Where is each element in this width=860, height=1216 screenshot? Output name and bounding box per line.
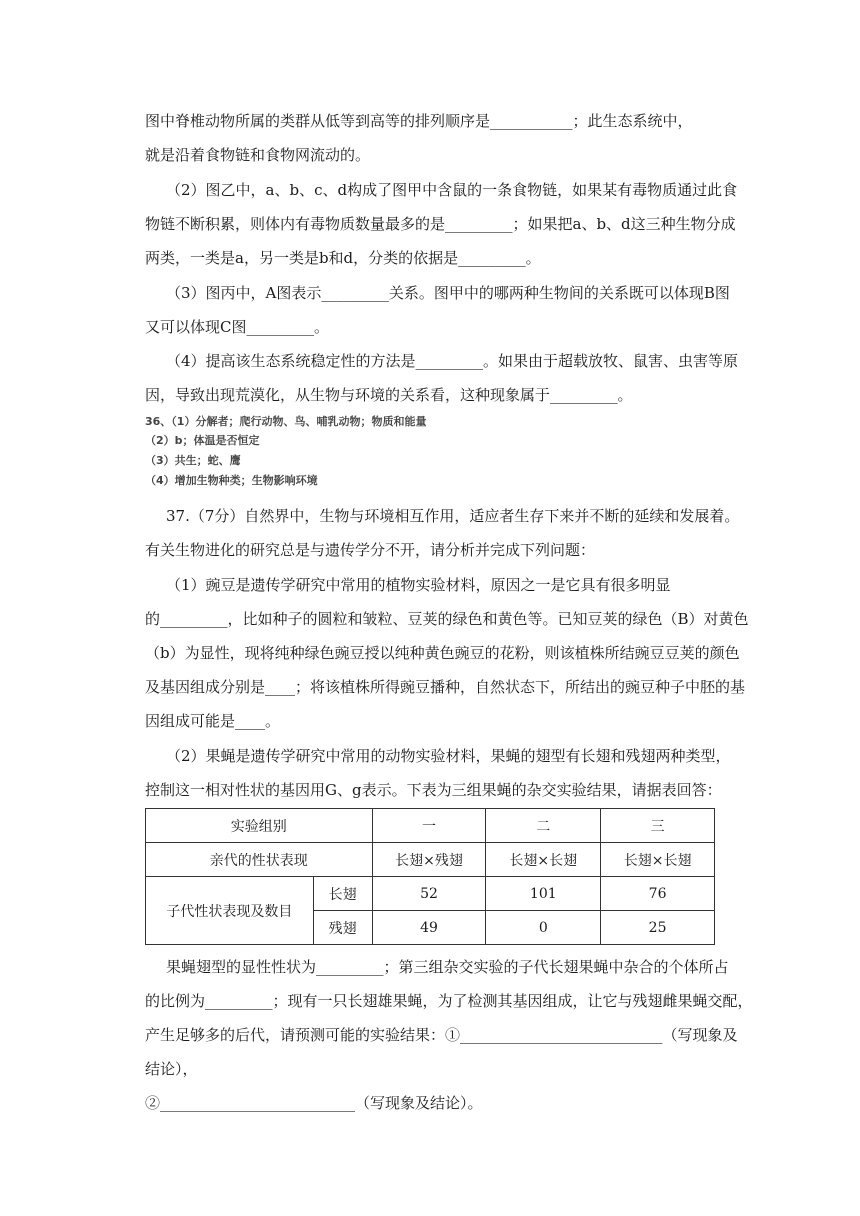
text-line: 的_________，比如种子的圆粒和皱粒、豆荚的绿色和黄色等。已知豆荚的绿色（B）对黄色 bbox=[145, 610, 749, 628]
text-line: （2）图乙中，a、b、c、d构成了图甲中含鼠的一条食物链，如果某有毒物质通过此食 bbox=[166, 181, 738, 199]
text-line: （2）果蝇是遗传学研究中常用的动物实验材料，果蝇的翅型有长翅和残翅两种类型， bbox=[166, 747, 731, 765]
answer-line: （4）增加生物种类；生物影响环境 bbox=[145, 474, 318, 487]
text-line: 就是沿着食物链和食物网流动的。 bbox=[145, 146, 371, 164]
table-header-cell: 三 bbox=[601, 809, 715, 843]
text-line: 及基因组成分别是____；将该植株所得豌豆播种，自然状态下，所结出的豌豆种子中胚的基 bbox=[145, 678, 746, 696]
text-line: 的比例为_________；现有一只长翅雄果蝇，为了检测其基因组成，让它与残翅雌果蝇交配， bbox=[145, 992, 753, 1010]
text-line: 又可以体现C图_________。 bbox=[145, 318, 329, 336]
table-cell: 0 bbox=[486, 911, 601, 945]
table-cell: 残翅 bbox=[313, 911, 372, 945]
table-row bbox=[146, 843, 715, 877]
answer-line: 36、（1）分解者；爬行动物、鸟、哺乳动物；物质和能量 bbox=[145, 415, 427, 428]
table-header-cell: 一 bbox=[372, 809, 486, 843]
text-line: 因，导致出现荒漠化，从生物与环境的关系看，这种现象属于_________。 bbox=[145, 386, 633, 404]
table-row bbox=[146, 809, 715, 843]
text-line: 两类，一类是a，另一类是b和d，分类的依据是_________。 bbox=[145, 249, 541, 267]
table-header-cell: 实验组别 bbox=[146, 809, 373, 843]
text-line: （3）图丙中，A图表示_________关系。图甲中的哪两种生物间的关系既可以体现B图 bbox=[166, 284, 730, 302]
table-cell: 长翅×残翅 bbox=[372, 843, 486, 877]
text-line: （b）为显性，现将纯种绿色豌豆授以纯种黄色豌豆的花粉，则该植株所结豌豆豆荚的颜色 bbox=[145, 644, 740, 662]
text-line: 果蝇翅型的显性性状为_________；第三组杂交实验的子代长翅果蝇中杂合的个体所占 bbox=[166, 958, 729, 976]
table-row bbox=[146, 877, 715, 911]
text-line: （1）豌豆是遗传学研究中常用的植物实验材料，原因之一是它具有很多明显 bbox=[166, 576, 671, 594]
text-line: 有关生物进化的研究总是与遗传学分不开，请分析并完成下列问题： bbox=[145, 541, 596, 559]
table-header-cell: 二 bbox=[486, 809, 601, 843]
text-line: 控制这一相对性状的基因用G、g表示。下表为三组果蝇的杂交实验结果，请据表回答： bbox=[145, 781, 722, 799]
table-cell: 长翅×长翅 bbox=[601, 843, 715, 877]
table-cell: 子代性状表现及数目 bbox=[146, 877, 314, 945]
text-line: ②__________________________（写现象及结论）。 bbox=[145, 1094, 483, 1112]
text-line: 产生足够多的后代，请预测可能的实验结果：①___________________________（写现象及 bbox=[145, 1026, 738, 1044]
table-cell: 25 bbox=[601, 911, 715, 945]
answer-line: （3）共生；蛇、鹰 bbox=[145, 454, 241, 467]
experiment-table bbox=[145, 808, 715, 945]
text-line: 因组成可能是____。 bbox=[145, 712, 281, 730]
table-cell: 长翅 bbox=[313, 877, 372, 911]
table-cell: 亲代的性状表现 bbox=[146, 843, 373, 877]
text-line: 结论）， bbox=[145, 1060, 198, 1078]
text-line: 图中脊椎动物所属的类群从低等到高等的排列顺序是___________；此生态系统中， bbox=[145, 112, 693, 130]
text-line: 物链不断积累，则体内有毒物质数量最多的是_________；如果把a、b、d这三种生物分成 bbox=[145, 215, 736, 233]
table-cell: 101 bbox=[486, 877, 601, 911]
text-line: （4）提高该生态系统稳定性的方法是_________。如果由于超载放牧、鼠害、虫害等原 bbox=[166, 352, 739, 370]
table-cell: 76 bbox=[601, 877, 715, 911]
table-cell: 49 bbox=[372, 911, 486, 945]
answer-line: （2）b；体温是否恒定 bbox=[145, 434, 260, 447]
table-cell: 长翅×长翅 bbox=[486, 843, 601, 877]
text-line: 37.（7分）自然界中，生物与环境相互作用，适应者生存下来并不断的延续和发展着。 bbox=[166, 507, 740, 525]
table-cell: 52 bbox=[372, 877, 486, 911]
